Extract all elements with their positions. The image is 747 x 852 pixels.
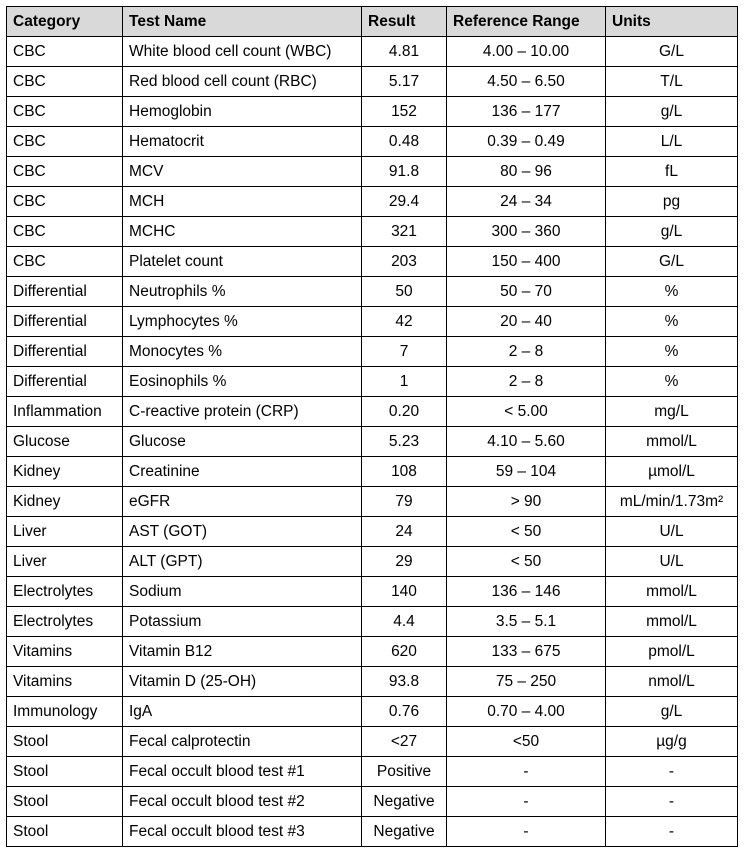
units-cell: % xyxy=(606,337,738,367)
result-cell: Negative xyxy=(362,817,447,847)
result-cell: 91.8 xyxy=(362,157,447,187)
units-cell: µg/g xyxy=(606,727,738,757)
category-cell: Stool xyxy=(7,817,123,847)
units-cell: mmol/L xyxy=(606,427,738,457)
units-cell: pg xyxy=(606,187,738,217)
result-cell: 4.4 xyxy=(362,607,447,637)
reference-range-cell: < 50 xyxy=(447,547,606,577)
table-row xyxy=(7,367,738,397)
units-cell: g/L xyxy=(606,697,738,727)
result-cell: 79 xyxy=(362,487,447,517)
result-cell: 7 xyxy=(362,337,447,367)
table-row xyxy=(7,517,738,547)
table-body xyxy=(7,37,738,847)
reference-range-cell: 4.00 – 10.00 xyxy=(447,37,606,67)
reference-range-cell: > 90 xyxy=(447,487,606,517)
category-cell: Liver xyxy=(7,547,123,577)
units-cell: T/L xyxy=(606,67,738,97)
category-cell: Kidney xyxy=(7,487,123,517)
units-cell: - xyxy=(606,757,738,787)
table-row xyxy=(7,817,738,847)
reference-range-cell: 3.5 – 5.1 xyxy=(447,607,606,637)
reference-range-cell: 80 – 96 xyxy=(447,157,606,187)
units-cell: mmol/L xyxy=(606,577,738,607)
reference-range-cell: < 5.00 xyxy=(447,397,606,427)
table-row xyxy=(7,157,738,187)
test-name-cell: Sodium xyxy=(123,577,362,607)
test-name-cell: MCH xyxy=(123,187,362,217)
test-name-cell: Neutrophils % xyxy=(123,277,362,307)
test-name-cell: Red blood cell count (RBC) xyxy=(123,67,362,97)
reference-range-cell: <50 xyxy=(447,727,606,757)
units-cell: pmol/L xyxy=(606,637,738,667)
test-name-cell: Vitamin B12 xyxy=(123,637,362,667)
result-cell: 50 xyxy=(362,277,447,307)
category-cell: CBC xyxy=(7,247,123,277)
table-row xyxy=(7,397,738,427)
test-name-cell: White blood cell count (WBC) xyxy=(123,37,362,67)
units-cell: nmol/L xyxy=(606,667,738,697)
units-cell: µmol/L xyxy=(606,457,738,487)
table-row xyxy=(7,637,738,667)
test-name-cell: MCHC xyxy=(123,217,362,247)
category-cell: Differential xyxy=(7,337,123,367)
header-result: Result xyxy=(362,7,447,37)
category-cell: Differential xyxy=(7,307,123,337)
table-row xyxy=(7,697,738,727)
test-name-cell: Fecal occult blood test #2 xyxy=(123,787,362,817)
reference-range-cell: 2 – 8 xyxy=(447,337,606,367)
test-name-cell: eGFR xyxy=(123,487,362,517)
test-name-cell: Lymphocytes % xyxy=(123,307,362,337)
result-cell: 620 xyxy=(362,637,447,667)
units-cell: g/L xyxy=(606,97,738,127)
table-row xyxy=(7,487,738,517)
result-cell: 29 xyxy=(362,547,447,577)
reference-range-cell: 136 – 146 xyxy=(447,577,606,607)
category-cell: CBC xyxy=(7,127,123,157)
category-cell: CBC xyxy=(7,37,123,67)
result-cell: 108 xyxy=(362,457,447,487)
reference-range-cell: 136 – 177 xyxy=(447,97,606,127)
reference-range-cell: - xyxy=(447,787,606,817)
result-cell: 1 xyxy=(362,367,447,397)
test-name-cell: Creatinine xyxy=(123,457,362,487)
test-name-cell: IgA xyxy=(123,697,362,727)
category-cell: Electrolytes xyxy=(7,607,123,637)
units-cell: % xyxy=(606,277,738,307)
reference-range-cell: 2 – 8 xyxy=(447,367,606,397)
table-row xyxy=(7,577,738,607)
table-row xyxy=(7,217,738,247)
table-row xyxy=(7,97,738,127)
result-cell: 140 xyxy=(362,577,447,607)
test-name-cell: Vitamin D (25-OH) xyxy=(123,667,362,697)
units-cell: U/L xyxy=(606,517,738,547)
reference-range-cell: 150 – 400 xyxy=(447,247,606,277)
result-cell: 5.23 xyxy=(362,427,447,457)
reference-range-cell: 75 – 250 xyxy=(447,667,606,697)
category-cell: CBC xyxy=(7,217,123,247)
reference-range-cell: 133 – 675 xyxy=(447,637,606,667)
category-cell: Differential xyxy=(7,367,123,397)
category-cell: Differential xyxy=(7,277,123,307)
category-cell: Glucose xyxy=(7,427,123,457)
test-name-cell: Platelet count xyxy=(123,247,362,277)
table-row xyxy=(7,667,738,697)
result-cell: 0.20 xyxy=(362,397,447,427)
category-cell: Vitamins xyxy=(7,637,123,667)
result-cell: 203 xyxy=(362,247,447,277)
test-name-cell: Hematocrit xyxy=(123,127,362,157)
header-reference-range: Reference Range xyxy=(447,7,606,37)
table-row xyxy=(7,787,738,817)
test-name-cell: Monocytes % xyxy=(123,337,362,367)
units-cell: mL/min/1.73m² xyxy=(606,487,738,517)
units-cell: % xyxy=(606,367,738,397)
table-row xyxy=(7,307,738,337)
table-row xyxy=(7,127,738,157)
result-cell: 93.8 xyxy=(362,667,447,697)
reference-range-cell: 59 – 104 xyxy=(447,457,606,487)
result-cell: 4.81 xyxy=(362,37,447,67)
result-cell: <27 xyxy=(362,727,447,757)
table-row xyxy=(7,187,738,217)
category-cell: CBC xyxy=(7,67,123,97)
reference-range-cell: < 50 xyxy=(447,517,606,547)
header-row xyxy=(7,7,738,37)
test-name-cell: Fecal occult blood test #1 xyxy=(123,757,362,787)
table-row xyxy=(7,37,738,67)
units-cell: mg/L xyxy=(606,397,738,427)
units-cell: L/L xyxy=(606,127,738,157)
units-cell: mmol/L xyxy=(606,607,738,637)
result-cell: Negative xyxy=(362,787,447,817)
reference-range-cell: 24 – 34 xyxy=(447,187,606,217)
reference-range-cell: 50 – 70 xyxy=(447,277,606,307)
reference-range-cell: 0.39 – 0.49 xyxy=(447,127,606,157)
units-cell: % xyxy=(606,307,738,337)
result-cell: 29.4 xyxy=(362,187,447,217)
reference-range-cell: 300 – 360 xyxy=(447,217,606,247)
units-cell: - xyxy=(606,787,738,817)
result-cell: 0.76 xyxy=(362,697,447,727)
test-name-cell: ALT (GPT) xyxy=(123,547,362,577)
units-cell: g/L xyxy=(606,217,738,247)
category-cell: Kidney xyxy=(7,457,123,487)
test-name-cell: Potassium xyxy=(123,607,362,637)
category-cell: Electrolytes xyxy=(7,577,123,607)
units-cell: G/L xyxy=(606,37,738,67)
category-cell: Immunology xyxy=(7,697,123,727)
test-name-cell: Glucose xyxy=(123,427,362,457)
header-units: Units xyxy=(606,7,738,37)
test-name-cell: Eosinophils % xyxy=(123,367,362,397)
result-cell: 321 xyxy=(362,217,447,247)
result-cell: 24 xyxy=(362,517,447,547)
table-row xyxy=(7,277,738,307)
table-header xyxy=(7,7,738,37)
result-cell: 152 xyxy=(362,97,447,127)
test-name-cell: Fecal calprotectin xyxy=(123,727,362,757)
test-name-cell: Hemoglobin xyxy=(123,97,362,127)
category-cell: CBC xyxy=(7,187,123,217)
units-cell: U/L xyxy=(606,547,738,577)
table-row xyxy=(7,457,738,487)
header-test-name: Test Name xyxy=(123,7,362,37)
table-row xyxy=(7,607,738,637)
category-cell: Liver xyxy=(7,517,123,547)
result-cell: 42 xyxy=(362,307,447,337)
table-row xyxy=(7,247,738,277)
reference-range-cell: 0.70 – 4.00 xyxy=(447,697,606,727)
table-row xyxy=(7,337,738,367)
units-cell: - xyxy=(606,817,738,847)
reference-range-cell: 4.50 – 6.50 xyxy=(447,67,606,97)
reference-range-cell: 4.10 – 5.60 xyxy=(447,427,606,457)
result-cell: 0.48 xyxy=(362,127,447,157)
category-cell: Vitamins xyxy=(7,667,123,697)
result-cell: 5.17 xyxy=(362,67,447,97)
test-name-cell: AST (GOT) xyxy=(123,517,362,547)
category-cell: Inflammation xyxy=(7,397,123,427)
test-name-cell: MCV xyxy=(123,157,362,187)
reference-range-cell: 20 – 40 xyxy=(447,307,606,337)
category-cell: CBC xyxy=(7,157,123,187)
reference-range-cell: - xyxy=(447,817,606,847)
category-cell: Stool xyxy=(7,787,123,817)
units-cell: G/L xyxy=(606,247,738,277)
header-category: Category xyxy=(7,7,123,37)
lab-results-table xyxy=(6,6,738,847)
table-row xyxy=(7,547,738,577)
test-name-cell: C-reactive protein (CRP) xyxy=(123,397,362,427)
category-cell: Stool xyxy=(7,757,123,787)
table-row xyxy=(7,67,738,97)
test-name-cell: Fecal occult blood test #3 xyxy=(123,817,362,847)
category-cell: CBC xyxy=(7,97,123,127)
reference-range-cell: - xyxy=(447,757,606,787)
table-row xyxy=(7,727,738,757)
category-cell: Stool xyxy=(7,727,123,757)
result-cell: Positive xyxy=(362,757,447,787)
table-row xyxy=(7,757,738,787)
table-row xyxy=(7,427,738,457)
units-cell: fL xyxy=(606,157,738,187)
